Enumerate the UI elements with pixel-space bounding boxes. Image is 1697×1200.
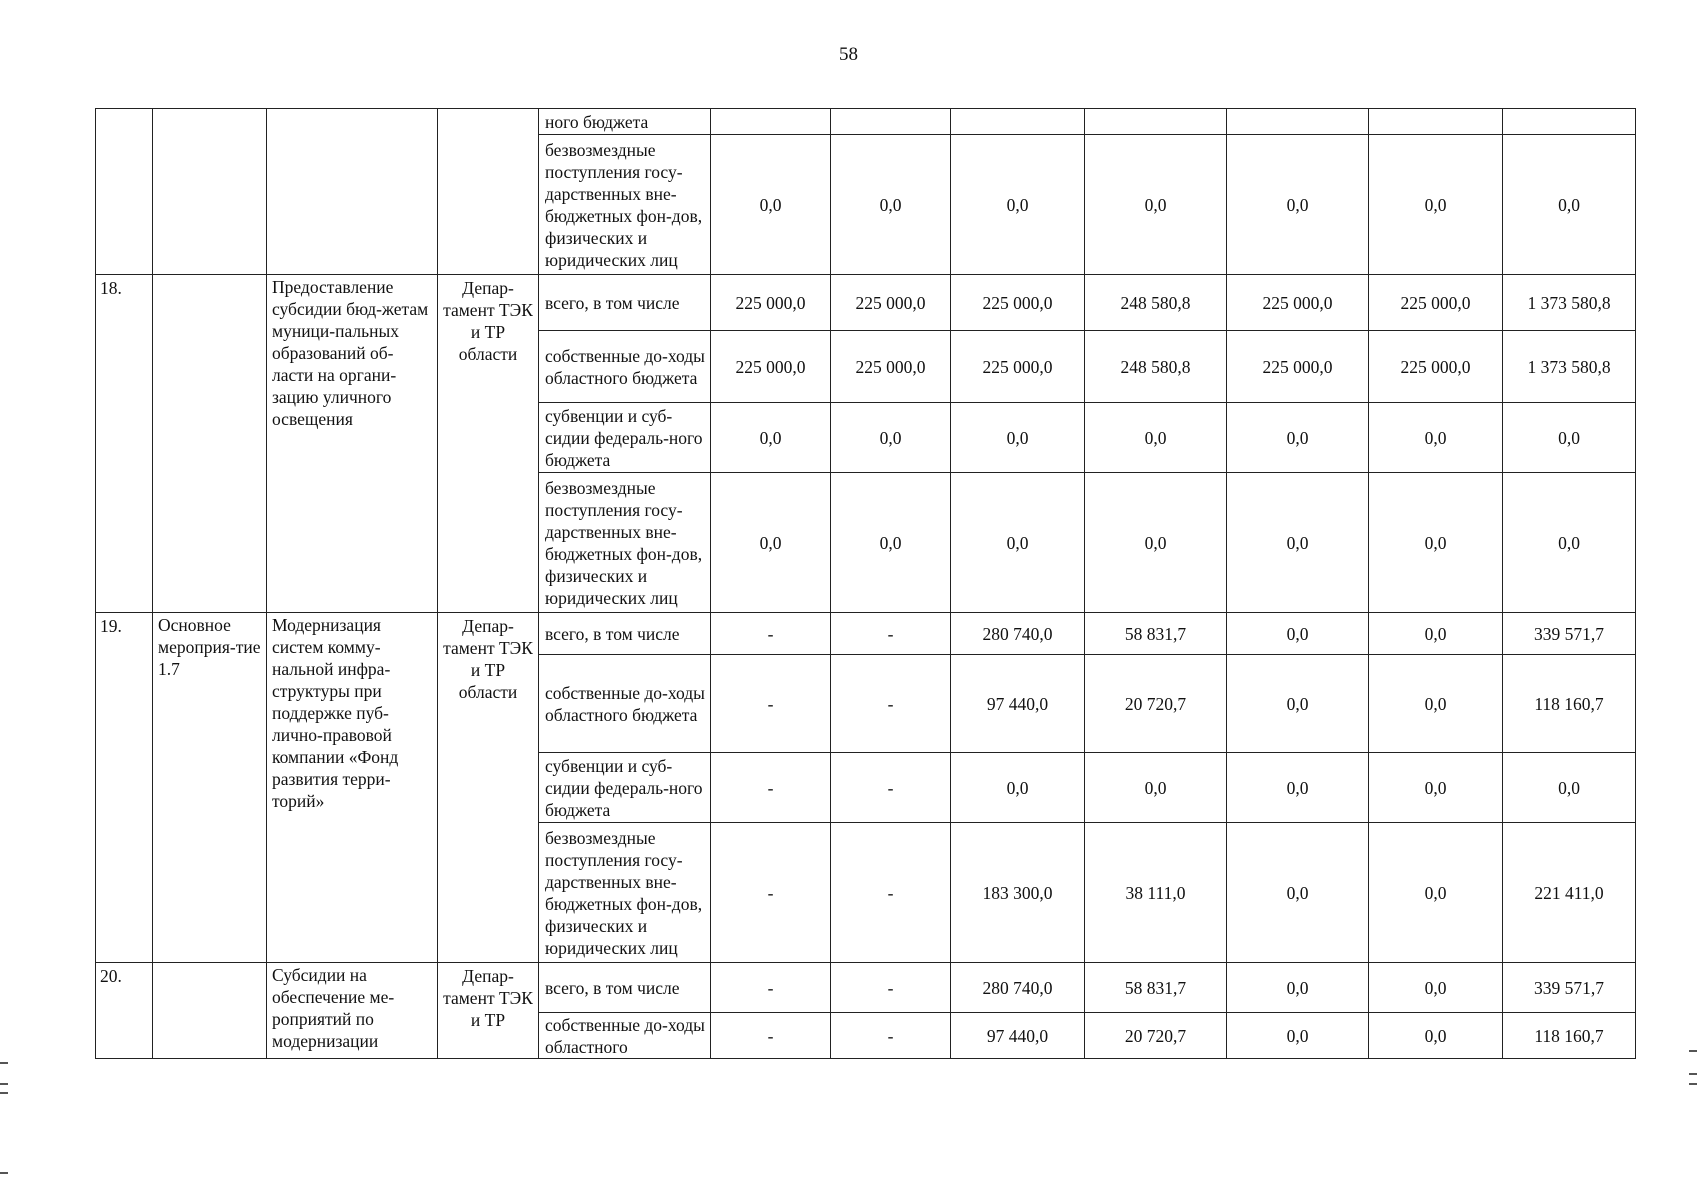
value-cell: 0,0 <box>1369 403 1503 473</box>
value-cell: 0,0 <box>1227 963 1369 1013</box>
value-cell: - <box>711 823 831 963</box>
value-cell: 0,0 <box>1227 135 1369 275</box>
value-cell: 280 740,0 <box>951 963 1085 1013</box>
value-cell: 1 373 580,8 <box>1503 331 1636 403</box>
responsible-executor: Депар-тамент ТЭК и ТР области <box>438 275 539 613</box>
value-cell: 248 580,8 <box>1085 331 1227 403</box>
value-cell: 0,0 <box>711 473 831 613</box>
funding-source: субвенции и суб-сидии федераль-ного бюджета <box>539 753 711 823</box>
value-cell: 0,0 <box>831 473 951 613</box>
value-cell: 0,0 <box>1227 403 1369 473</box>
value-cell: 225 000,0 <box>1227 275 1369 331</box>
value-cell: 0,0 <box>951 135 1085 275</box>
value-cell: 0,0 <box>1369 823 1503 963</box>
row-number: 18. <box>96 275 153 613</box>
activity-cell <box>153 963 267 1059</box>
value-cell: 0,0 <box>831 135 951 275</box>
value-cell: 0,0 <box>1369 473 1503 613</box>
funding-source: собственные до-ходы областного бюджета <box>539 655 711 753</box>
value-cell: - <box>831 655 951 753</box>
value-cell: - <box>711 753 831 823</box>
value-cell: - <box>831 753 951 823</box>
value-cell: 0,0 <box>711 403 831 473</box>
value-cell: 339 571,7 <box>1503 963 1636 1013</box>
funding-source: субвенции и суб-сидии федераль-ного бюджета <box>539 403 711 473</box>
value-cell: 0,0 <box>1369 753 1503 823</box>
value-cell: 225 000,0 <box>831 275 951 331</box>
value-cell: - <box>711 613 831 655</box>
value-cell <box>951 109 1085 135</box>
value-cell: 225 000,0 <box>711 275 831 331</box>
row-number <box>96 109 153 275</box>
value-cell: 0,0 <box>1503 403 1636 473</box>
value-cell: 0,0 <box>951 403 1085 473</box>
value-cell: 225 000,0 <box>1369 331 1503 403</box>
funding-source: собственные до-ходы областного бюджета <box>539 331 711 403</box>
scan-mark <box>1689 1050 1697 1052</box>
value-cell: 0,0 <box>1369 655 1503 753</box>
value-cell: 0,0 <box>1369 135 1503 275</box>
row-number: 19. <box>96 613 153 963</box>
value-cell: 0,0 <box>1369 963 1503 1013</box>
funding-source: всего, в том числе <box>539 613 711 655</box>
row-number: 20. <box>96 963 153 1059</box>
value-cell: 221 411,0 <box>1503 823 1636 963</box>
value-cell: - <box>711 1013 831 1059</box>
funding-source: собственные до-ходы областного <box>539 1013 711 1059</box>
value-cell: 0,0 <box>1227 473 1369 613</box>
responsible-executor <box>438 109 539 275</box>
value-cell: 97 440,0 <box>951 655 1085 753</box>
measure-name: Модернизация систем комму-нальной инфра-структуры при поддержке пуб-лично-правовой компании «Фонд развития терри-торий» <box>267 613 438 963</box>
value-cell <box>1227 109 1369 135</box>
activity-cell: Основное мероприя-тие 1.7 <box>153 613 267 963</box>
activity-cell <box>153 275 267 613</box>
value-cell <box>1369 109 1503 135</box>
funding-source: безвозмездные поступления госу-дарственных вне-бюджетных фон-дов, физических и юридических лиц <box>539 135 711 275</box>
value-cell: 58 831,7 <box>1085 963 1227 1013</box>
value-cell: 0,0 <box>1369 613 1503 655</box>
responsible-executor: Депар-тамент ТЭК и ТР <box>438 963 539 1059</box>
funding-source: безвозмездные поступления госу-дарственных вне-бюджетных фон-дов, физических и юридических лиц <box>539 473 711 613</box>
scan-mark <box>0 1172 8 1174</box>
value-cell: - <box>831 963 951 1013</box>
table-row <box>96 963 1636 1013</box>
value-cell: 225 000,0 <box>1369 275 1503 331</box>
value-cell: 225 000,0 <box>831 331 951 403</box>
value-cell: 0,0 <box>1227 823 1369 963</box>
value-cell: 0,0 <box>1227 655 1369 753</box>
value-cell: - <box>711 963 831 1013</box>
table-row <box>96 613 1636 655</box>
scan-mark <box>1689 1073 1697 1075</box>
value-cell: 0,0 <box>1085 135 1227 275</box>
table-body <box>96 109 1636 1059</box>
value-cell: 1 373 580,8 <box>1503 275 1636 331</box>
value-cell: 0,0 <box>1503 473 1636 613</box>
measure-name <box>267 109 438 275</box>
measure-name: Предоставление субсидии бюд-жетам муници-пальных образований об-ласти на органи-зацию уличного освещения <box>267 275 438 613</box>
scan-mark <box>0 1083 8 1085</box>
value-cell: 0,0 <box>1085 753 1227 823</box>
value-cell: 0,0 <box>1227 753 1369 823</box>
value-cell: - <box>831 1013 951 1059</box>
value-cell: 0,0 <box>711 135 831 275</box>
value-cell: 0,0 <box>1227 1013 1369 1059</box>
value-cell: 0,0 <box>1085 403 1227 473</box>
value-cell: 0,0 <box>951 753 1085 823</box>
value-cell: 0,0 <box>831 403 951 473</box>
scan-mark <box>1689 1083 1697 1085</box>
responsible-executor: Депар-тамент ТЭК и ТР области <box>438 613 539 963</box>
table-row <box>96 275 1636 331</box>
value-cell: 183 300,0 <box>951 823 1085 963</box>
value-cell: 248 580,8 <box>1085 275 1227 331</box>
value-cell: 0,0 <box>1227 613 1369 655</box>
value-cell: - <box>831 613 951 655</box>
value-cell <box>831 109 951 135</box>
value-cell: - <box>831 823 951 963</box>
value-cell: 118 160,7 <box>1503 1013 1636 1059</box>
value-cell: 0,0 <box>1503 753 1636 823</box>
value-cell <box>1085 109 1227 135</box>
budget-table <box>95 108 1636 1059</box>
funding-source: безвозмездные поступления госу-дарственных вне-бюджетных фон-дов, физических и юридических лиц <box>539 823 711 963</box>
value-cell: 20 720,7 <box>1085 1013 1227 1059</box>
value-cell: 0,0 <box>951 473 1085 613</box>
value-cell <box>711 109 831 135</box>
value-cell: 225 000,0 <box>951 331 1085 403</box>
value-cell: 0,0 <box>1369 1013 1503 1059</box>
funding-source: ного бюджета <box>539 109 711 135</box>
value-cell: 225 000,0 <box>951 275 1085 331</box>
value-cell: 339 571,7 <box>1503 613 1636 655</box>
value-cell: 118 160,7 <box>1503 655 1636 753</box>
measure-name: Субсидии на обеспечение ме-роприятий по модернизации <box>267 963 438 1059</box>
page-number: 58 <box>839 44 858 65</box>
funding-source: всего, в том числе <box>539 963 711 1013</box>
value-cell: - <box>711 655 831 753</box>
value-cell: 225 000,0 <box>1227 331 1369 403</box>
value-cell: 20 720,7 <box>1085 655 1227 753</box>
value-cell: 38 111,0 <box>1085 823 1227 963</box>
value-cell: 0,0 <box>1503 135 1636 275</box>
value-cell: 97 440,0 <box>951 1013 1085 1059</box>
activity-cell <box>153 109 267 275</box>
funding-source: всего, в том числе <box>539 275 711 331</box>
value-cell: 280 740,0 <box>951 613 1085 655</box>
table-row <box>96 109 1636 135</box>
scan-mark <box>0 1092 8 1094</box>
value-cell: 58 831,7 <box>1085 613 1227 655</box>
value-cell <box>1503 109 1636 135</box>
value-cell: 0,0 <box>1085 473 1227 613</box>
scan-mark <box>0 1062 8 1064</box>
value-cell: 225 000,0 <box>711 331 831 403</box>
